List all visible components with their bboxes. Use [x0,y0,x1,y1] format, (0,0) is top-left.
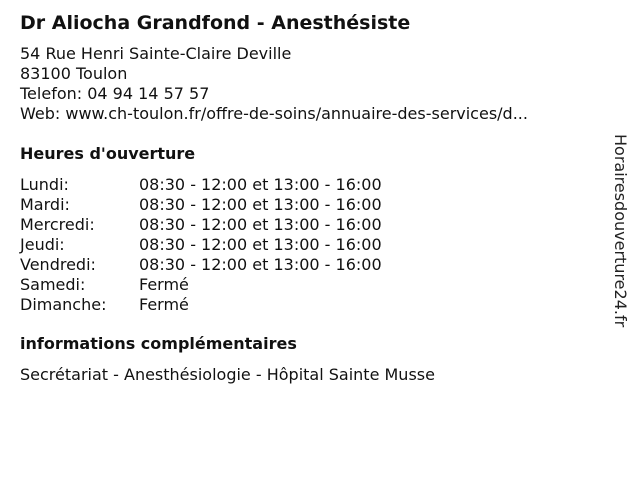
watermark [610,134,634,344]
hours-row [20,295,382,315]
hours-day: Mardi: [20,195,70,214]
hours-time: Fermé [139,295,189,314]
address-block [20,44,528,124]
hours-time: 08:30 - 12:00 et 13:00 - 16:00 [139,175,382,194]
hours-heading: Heures d'ouverture [20,144,196,163]
hours-row [20,255,382,275]
hours-time: 08:30 - 12:00 et 13:00 - 16:00 [139,255,382,274]
address-web[interactable]: Web: www.ch-toulon.fr/offre-de-soins/annuaire-des-services/d... [20,104,528,123]
hours-day: Dimanche: [20,295,107,314]
hours-day: Vendredi: [20,255,96,274]
hours-time: 08:30 - 12:00 et 13:00 - 16:00 [139,215,382,234]
hours-time: 08:30 - 12:00 et 13:00 - 16:00 [139,235,382,254]
address-city: 83100 Toulon [20,64,128,83]
hours-row [20,215,382,235]
info-heading: informations complémentaires [20,334,297,353]
hours-day: Jeudi: [20,235,65,254]
hours-row [20,275,382,295]
hours-row [20,175,382,195]
address-street: 54 Rue Henri Sainte-Claire Deville [20,44,292,63]
hours-row [20,235,382,255]
address-phone: Telefon: 04 94 14 57 57 [20,84,210,103]
hours-day: Mercredi: [20,215,95,234]
watermark-text: Horairesdouverture24.fr [611,134,630,328]
hours-day: Lundi: [20,175,69,194]
page-title: Dr Aliocha Grandfond - Anesthésiste [20,12,411,34]
hours-day: Samedi: [20,275,86,294]
info-text: Secrétariat - Anesthésiologie - Hôpital Sainte Musse [20,365,435,384]
hours-time: 08:30 - 12:00 et 13:00 - 16:00 [139,195,382,214]
hours-time: Fermé [139,275,189,294]
hours-table [20,175,382,315]
hours-row [20,195,382,215]
